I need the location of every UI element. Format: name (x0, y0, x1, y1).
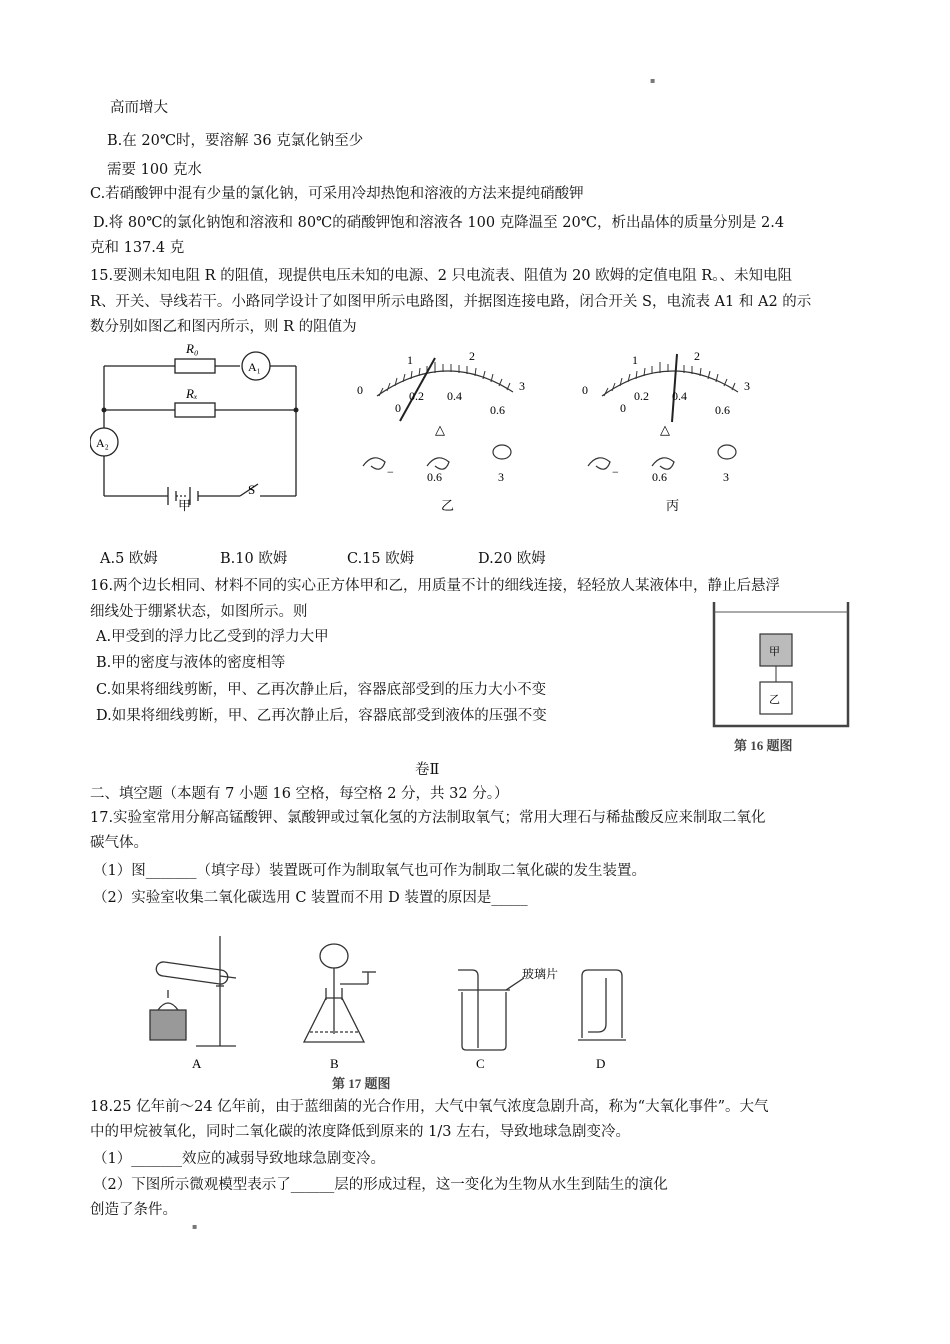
option-c: C.若硝酸钾中混有少量的氯化钠，可采用冷却热饱和溶液的方法来提纯硝酸钾 (90, 186, 584, 202)
option-b-cont: 需要 100 克水 (107, 162, 202, 178)
zero-adjust-mark: △ (660, 422, 670, 437)
terminal-label: 3 (498, 470, 504, 484)
apparatus-a (150, 936, 236, 1046)
resistor-rx (175, 403, 215, 417)
scale-label: 0.2 (409, 389, 424, 403)
label-d: D (596, 1056, 606, 1071)
scale-label: 0 (620, 401, 626, 415)
ammeter-face-bing (582, 349, 750, 513)
terminal (652, 458, 674, 469)
scale-label: 2 (694, 349, 700, 363)
scan-dot: ▪ (650, 76, 656, 85)
ammeter-face-yi (357, 349, 525, 513)
zero-adjust-mark: △ (435, 422, 445, 437)
scale-label: 3 (744, 379, 750, 393)
option-fragment: 高而增大 (110, 100, 168, 116)
label-jia: 甲 (769, 646, 780, 658)
q15-option-c: C.15 欧姆 (347, 551, 415, 567)
terminal-label: 0.6 (427, 470, 442, 484)
q15-option-d: D.20 欧姆 (478, 551, 546, 567)
scale-label: 2 (469, 349, 475, 363)
label-yi: 乙 (441, 498, 455, 513)
q17-sub1: （1）图_______（填字母）装置既可作为制取氧气也可作为制取二氧化碳的发生装置。 (93, 863, 646, 879)
option-d: D.将 80℃的氯化钠饱和溶液和 80℃的硝酸钾饱和溶液各 100 克降温至 20℃，析出晶体的质量分别是 2.4 (93, 215, 785, 231)
scale-ticks (604, 362, 735, 396)
terminal-label: 3 (723, 470, 729, 484)
apparatus-d (578, 970, 626, 1040)
scale-label: 0.4 (447, 389, 462, 403)
label-b: B (330, 1056, 339, 1071)
q17-figure (136, 928, 626, 1094)
label-a2: A₂ (96, 436, 109, 450)
terminal (427, 458, 449, 469)
terminal (718, 445, 736, 459)
scale-label: 0 (357, 383, 363, 397)
q18-sub2-cont: 创造了条件。 (90, 1202, 177, 1218)
terminal (363, 458, 385, 469)
q15-stem: R、开关、导线若干。小路同学设计了如图甲所示电路图，并据图连接电路，闭合开关 S，电流表 A1 和 A2 的示 (90, 294, 812, 310)
section-title: 卷Ⅱ (415, 762, 440, 778)
label-r0: R₀ (186, 341, 199, 356)
apparatus-c (458, 970, 524, 1050)
label-a: A (192, 1056, 202, 1071)
q18-sub1: （1）_______效应的减弱导致地球急剧变冷。 (93, 1151, 385, 1167)
q16-option-d: D.如果将细线剪断，甲、乙再次静止后，容器底部受到液体的压强不变 (96, 708, 547, 724)
q16-figure (706, 600, 856, 758)
terminal-label: − (387, 465, 394, 479)
resistor-r0 (175, 359, 215, 373)
label-yi: 乙 (769, 694, 780, 706)
q17-sub2: （2）实验室收集二氧化碳选用 C 装置而不用 D 装置的原因是_____ (93, 890, 528, 906)
scale-label: 0.2 (634, 389, 649, 403)
q16-stem: 细线处于绷紧状态，如图所示。则 (90, 604, 308, 620)
q18-sub2: （2）下图所示微观模型表示了______层的形成过程，这一变化为生物从水生到陆生的演化 (93, 1177, 668, 1193)
scale-label: 0 (582, 383, 588, 397)
circuit-diagram (90, 352, 296, 505)
q15-stem: 15.要测未知电阻 R 的阻值，现提供电压未知的电源、2 只电流表、阻值为 20 欧姆的定值电阻 R。、未知电阻 (90, 268, 792, 284)
terminal (493, 445, 511, 459)
option-b: B.在 20℃时，要溶解 36 克氯化钠至少 (107, 133, 364, 149)
q15-option-b: B.10 欧姆 (220, 551, 288, 567)
scale-label: 1 (632, 353, 638, 367)
needle (672, 354, 677, 422)
section-heading: 二、填空题（本题有 7 小题 16 空格，每空格 2 分，共 32 分。） (90, 786, 509, 802)
option-d-cont: 克和 137.4 克 (90, 240, 185, 256)
terminal-label: 0.6 (652, 470, 667, 484)
terminal (588, 458, 610, 469)
scale-label: 0.6 (490, 403, 505, 417)
q15-stem: 数分别如图乙和图丙所示，则 R 的阻值为 (90, 319, 357, 335)
q16-stem: 16.两个边长相同、材料不同的实心正方体甲和乙，用质量不计的细线连接，轻轻放人某液体中，静止后悬浮 (90, 578, 781, 594)
label-bing: 丙 (666, 498, 680, 513)
scale-label: 0.4 (672, 389, 687, 403)
terminal-label: − (612, 465, 619, 479)
scale-label: 1 (407, 353, 413, 367)
label-a1: A₁ (248, 360, 261, 374)
q16-option-c: C.如果将细线剪断，甲、乙再次静止后，容器底部受到的压力大小不变 (96, 682, 547, 698)
q18-stem: 中的甲烷被氧化，同时二氧化碳的浓度降低到原来的 1/3 左右，导致地球急剧变冷。 (90, 1124, 631, 1140)
scale-label: 3 (519, 379, 525, 393)
q17-caption: 第 17 题图 (332, 1076, 391, 1091)
q16-option-a: A.甲受到的浮力比乙受到的浮力大甲 (96, 629, 329, 645)
q15-figure (90, 336, 770, 536)
q18-stem: 18.25 亿年前～24 亿年前，由于蓝细菌的光合作用，大气中氧气浓度急剧升高，称为“大氧化事件”。大气 (90, 1099, 769, 1115)
label-c: C (476, 1056, 485, 1071)
scale-ticks (379, 362, 510, 396)
scale-label: 0.6 (715, 403, 730, 417)
q16-caption: 第 16 题图 (734, 738, 793, 753)
label-jia: 甲 (178, 498, 192, 513)
label-rx: Rₓ (186, 386, 198, 401)
scale-label: 0 (395, 401, 401, 415)
q15-option-a: A.5 欧姆 (100, 551, 158, 567)
q16-option-b: B.甲的密度与液体的密度相等 (96, 655, 286, 671)
scan-dot: ▪ (192, 1222, 198, 1231)
q17-stem: 17.实验室常用分解高锰酸钾、氯酸钾或过氧化氢的方法制取氧气；常用大理石与稀盐酸反应来制取二氧化 (90, 810, 766, 826)
label-s: S (248, 482, 256, 497)
label-glass: 玻璃片 (522, 967, 559, 981)
apparatus-b (304, 944, 376, 1042)
q17-stem: 碳气体。 (90, 835, 148, 851)
